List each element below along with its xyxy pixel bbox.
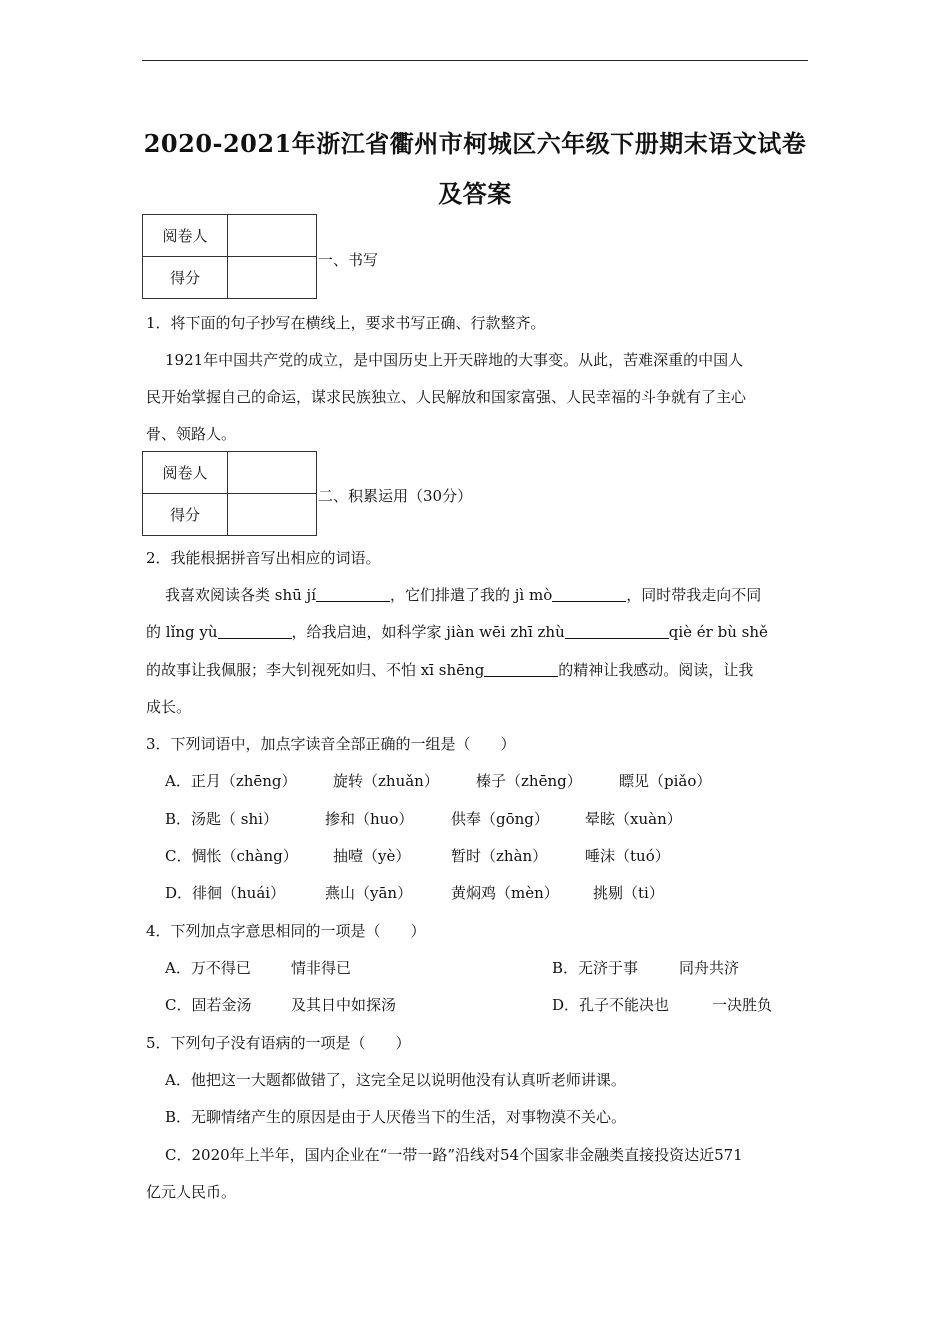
q3-choice: 晕眩（xuàn）	[585, 810, 682, 828]
score-label: 得分	[143, 494, 228, 536]
q4-option-b: B．无济于事	[552, 959, 639, 977]
score-table-1	[142, 214, 317, 299]
q4-option-c-pair: 及其日中如探汤	[291, 996, 397, 1014]
q3-choice: B．汤匙（ shi）	[165, 810, 278, 828]
question-3-stem: 3．下列词语中，加点字读音全部正确的一组是（ ）	[146, 735, 516, 753]
q2-text: qiè ér bù shě	[668, 623, 768, 641]
q4-option-a-pair: 情非得已	[291, 959, 352, 977]
q5-option-c-continued: 亿元人民币。	[146, 1183, 237, 1201]
q5-option-b: B．无聊情绪产生的原因是由于人厌倦当下的生活，对事物漠不关心。	[165, 1108, 627, 1126]
score-table-2	[142, 451, 317, 536]
q4-option-c: C．固若金汤	[165, 996, 252, 1014]
question-2-line-3	[146, 659, 753, 680]
q3-choice: D．徘徊（huái）	[165, 884, 286, 902]
q4-option-d-pair: 一决胜负	[712, 996, 773, 1014]
q3-choice: A．正月（zhēng）	[165, 772, 297, 790]
answer-blank[interactable]	[316, 585, 390, 602]
q3-choice: 挑剔（ti）	[593, 884, 664, 902]
passage-line-3: 骨、领路人。	[146, 425, 237, 443]
question-5-stem: 5．下列句子没有语病的一项是（ ）	[146, 1034, 411, 1052]
passage-line-1: 1921年中国共产党的成立，是中国历史上开天辟地的大事变。从此，苦难深重的中国人	[165, 351, 744, 369]
q3-choice: 供奉（gōng）	[451, 810, 549, 828]
q3-choice: 掺和（huo）	[325, 810, 414, 828]
section-title-accumulation: 二、积累运用（30分）	[318, 487, 473, 505]
answer-blank[interactable]	[484, 660, 558, 677]
reviewer-cell	[228, 452, 317, 494]
q3-choice: C．惆怅（chàng）	[165, 847, 298, 865]
q3-choice: 瞟见（piǎo）	[619, 772, 712, 790]
answer-blank[interactable]	[552, 585, 626, 602]
q2-text: ，它们排遣了我的 jì mò	[390, 586, 553, 604]
header-rule	[142, 60, 808, 61]
q4-option-b-pair: 同舟共济	[679, 959, 740, 977]
page-title-continued: 及答案	[438, 179, 512, 208]
q3-choice: 榛子（zhēng）	[476, 772, 582, 790]
q2-text: ，同时带我走向不同	[626, 586, 762, 604]
reviewer-cell	[228, 215, 317, 257]
q3-choice: 旋转（zhuǎn）	[333, 772, 439, 790]
question-2-line-2	[146, 621, 768, 642]
passage-line-2: 民开始掌握自己的命运，谋求民族独立、人民解放和国家富强、人民幸福的斗争就有了主心	[146, 388, 747, 406]
q3-choice: 黄焖鸡（mèn）	[451, 884, 559, 902]
q2-text: 我喜欢阅读各类 shū jí	[165, 586, 317, 604]
reviewer-label: 阅卷人	[143, 452, 228, 494]
question-2-stem: 2．我能根据拼音写出相应的词语。	[146, 549, 381, 567]
q2-text: 的精神让我感动。阅读，让我	[558, 661, 754, 679]
section-title-writing: 一、书写	[318, 251, 379, 269]
answer-blank[interactable]	[218, 622, 292, 639]
score-cell	[228, 257, 317, 299]
q3-choice: 暂时（zhàn）	[451, 847, 548, 865]
q4-option-a: A．万不得已	[165, 959, 251, 977]
question-2-line-4: 成长。	[146, 698, 192, 716]
q2-text: 的 lǐng yù	[146, 623, 218, 641]
question-1: 1．将下面的句子抄写在横线上，要求书写正确、行款整齐。	[146, 314, 546, 332]
q2-text: ，给我启迪，如科学家 jiàn wēi zhī zhù	[291, 623, 565, 641]
score-cell	[228, 494, 317, 536]
question-4-stem: 4．下列加点字意思相同的一项是（ ）	[146, 922, 426, 940]
q3-choice: 燕山（yān）	[325, 884, 413, 902]
answer-blank[interactable]	[565, 622, 669, 639]
score-label: 得分	[143, 257, 228, 299]
q3-choice: 抽噎（yè）	[333, 847, 411, 865]
q5-option-a: A．他把这一大题都做错了，这完全足以说明他没有认真听老师讲课。	[165, 1071, 626, 1089]
q3-choice: 唾沫（tuó）	[585, 847, 670, 865]
q2-text: 的故事让我佩服；李大钊视死如归、不怕 xī shēng	[146, 661, 485, 679]
q5-option-c: C．2020年上半年，国内企业在“一带一路”沿线对54个国家非金融类直接投资达近571	[165, 1146, 743, 1164]
page-title: 2020-2021年浙江省衢州市柯城区六年级下册期末语文试卷	[143, 129, 807, 158]
q4-option-d: D．孔子不能决也	[552, 996, 670, 1014]
question-2-line-1	[165, 584, 761, 605]
reviewer-label: 阅卷人	[143, 215, 228, 257]
